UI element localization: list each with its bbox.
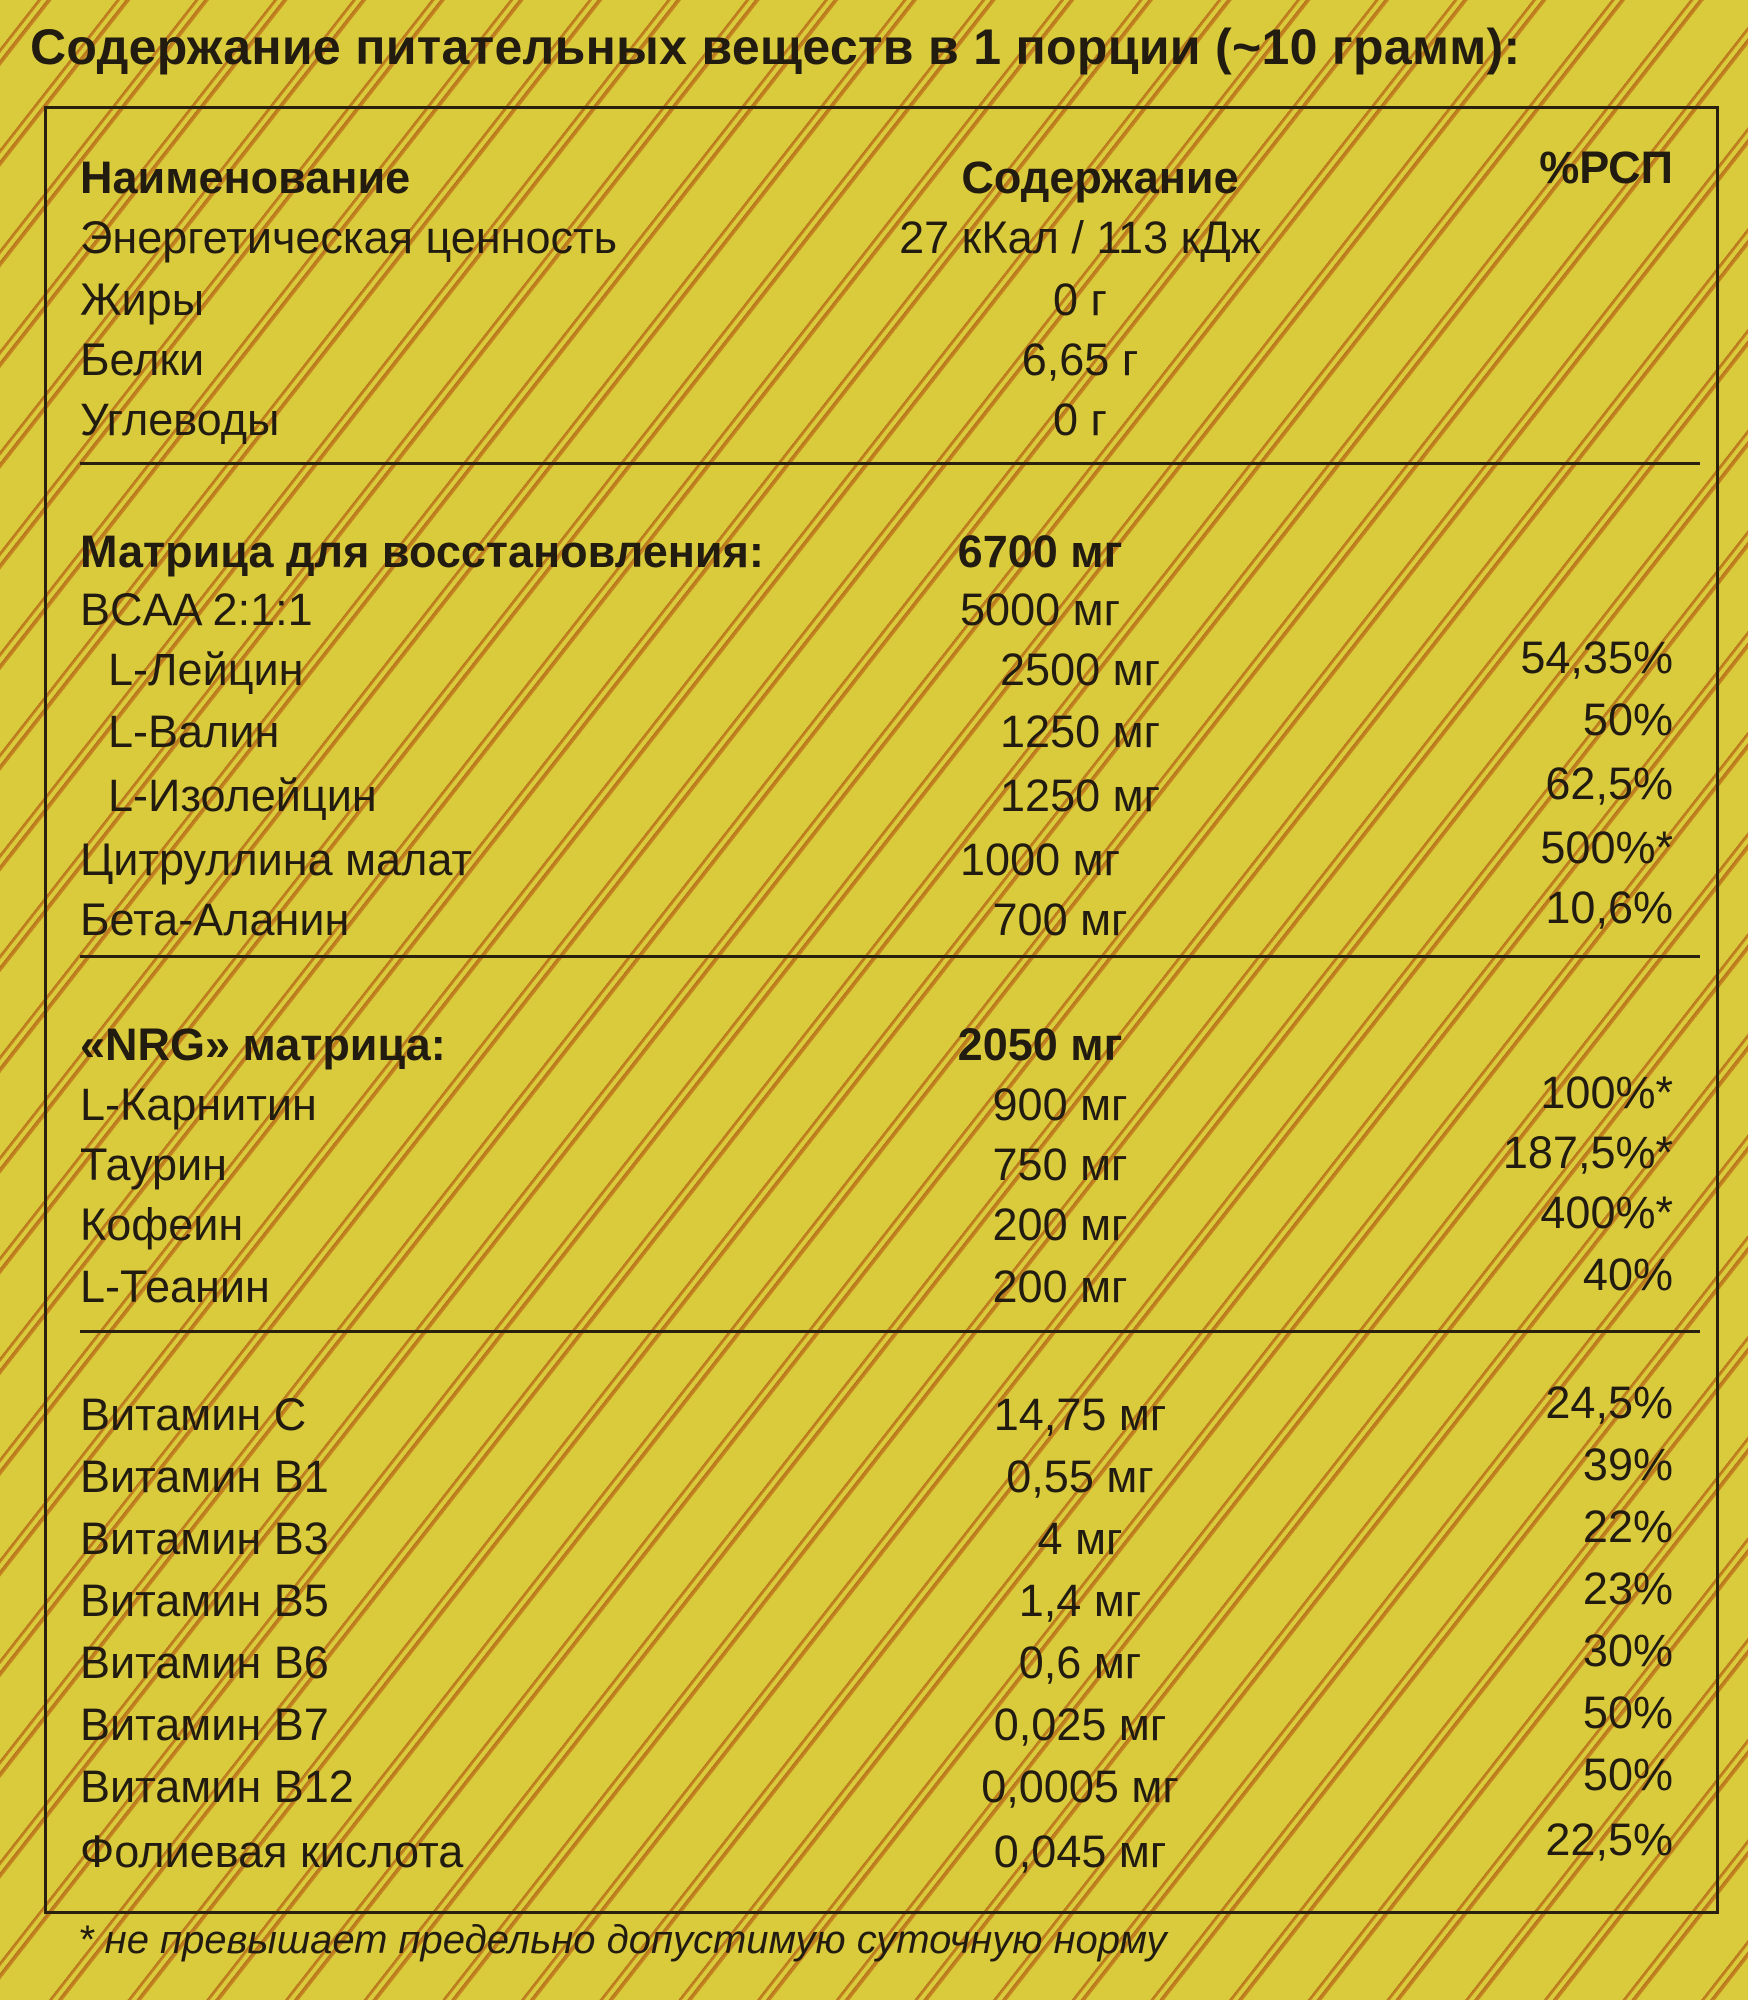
- table-row: [0, 1501, 1748, 1569]
- table-row: [0, 632, 1748, 700]
- header-name: Наименование: [80, 152, 411, 203]
- row-amount: 900 мг: [992, 1079, 1128, 1130]
- row-amount: 0,025 мг: [993, 1699, 1167, 1750]
- row-amount: 27 кКал / 113 кДж: [899, 212, 1261, 263]
- table-row: [0, 1127, 1748, 1195]
- row-rdi: 22,5%: [1545, 1814, 1673, 1865]
- row-name: L-Карнитин: [80, 1079, 317, 1130]
- table-row: [0, 1687, 1748, 1755]
- row-rdi: 100%*: [1540, 1067, 1673, 1118]
- row-name: L-Валин: [108, 706, 280, 757]
- row-name: Витамин В6: [80, 1637, 329, 1688]
- section-divider: [80, 462, 1700, 465]
- section-divider: [80, 955, 1700, 958]
- row-rdi: 54,35%: [1520, 632, 1673, 683]
- table-row: [0, 694, 1748, 762]
- row-name: Витамин В7: [80, 1699, 329, 1750]
- row-rdi: 50%: [1582, 694, 1673, 745]
- row-amount: 750 мг: [992, 1139, 1128, 1190]
- row-name: Фолиевая кислота: [80, 1826, 464, 1877]
- table-header: [0, 142, 1748, 208]
- table-row: [0, 330, 1748, 390]
- header-amount: Содержание: [961, 152, 1239, 203]
- table-row: [0, 1749, 1748, 1817]
- row-amount: 200 мг: [992, 1199, 1128, 1250]
- row-amount: 700 мг: [992, 894, 1128, 945]
- row-amount: 0,55 мг: [1006, 1451, 1154, 1502]
- table-row: [0, 882, 1748, 950]
- section-divider: [80, 1330, 1700, 1333]
- row-rdi: 400%*: [1540, 1187, 1673, 1238]
- row-name: Витамин В1: [80, 1451, 329, 1502]
- row-name: Белки: [80, 334, 205, 385]
- row-amount: 0,6 мг: [1018, 1637, 1142, 1688]
- row-rdi: 23%: [1582, 1563, 1673, 1614]
- row-name: Цитруллина малат: [80, 834, 472, 885]
- row-amount: 5000 мг: [960, 584, 1120, 635]
- row-amount: 1250 мг: [1000, 706, 1160, 757]
- row-name: Бета-Аланин: [80, 894, 350, 945]
- table-row: [0, 1439, 1748, 1507]
- table-row: [0, 822, 1748, 890]
- section-name: Матрица для восстановления:: [80, 526, 764, 577]
- row-rdi: 500%*: [1540, 822, 1673, 873]
- row-rdi: 22%: [1582, 1501, 1673, 1552]
- row-name: BCAA 2:1:1: [80, 584, 313, 635]
- row-rdi: 187,5%*: [1502, 1127, 1673, 1178]
- row-name: L-Теанин: [80, 1261, 270, 1312]
- row-amount: 14,75 мг: [993, 1389, 1167, 1440]
- row-rdi: 50%: [1582, 1749, 1673, 1800]
- row-name: Витамин В5: [80, 1575, 329, 1626]
- table-row: [0, 1563, 1748, 1631]
- row-amount: 4 мг: [1037, 1513, 1123, 1564]
- row-amount: 2500 мг: [1000, 644, 1160, 695]
- footnote: * не превышает предельно допустимую суточную норму: [78, 1918, 1167, 1962]
- table-row: [0, 1187, 1748, 1255]
- header-rdi: %РСП: [1539, 142, 1673, 193]
- nutrition-title: Содержание питательных веществ в 1 порции (~10 грамм):: [30, 19, 1521, 75]
- table-row: [0, 270, 1748, 330]
- row-name: Витамин С: [80, 1389, 307, 1440]
- table-row: [0, 1067, 1748, 1135]
- row-amount: 6,65 г: [1021, 334, 1139, 385]
- table-row: [0, 1625, 1748, 1693]
- row-rdi: 10,6%: [1545, 882, 1673, 933]
- row-rdi: 24,5%: [1545, 1377, 1673, 1428]
- section-heading-nrg: [0, 1015, 1748, 1075]
- row-name: Витамин В3: [80, 1513, 329, 1564]
- row-rdi: 40%: [1582, 1249, 1673, 1300]
- row-name: Энергетическая ценность: [80, 212, 618, 263]
- section-amount: 6700 мг: [957, 526, 1123, 577]
- table-row: [0, 580, 1748, 640]
- table-row: [0, 1249, 1748, 1317]
- row-name: Витамин В12: [80, 1761, 354, 1812]
- row-rdi: 62,5%: [1545, 758, 1673, 809]
- table-row: [0, 758, 1748, 826]
- row-amount: 0 г: [1053, 394, 1107, 445]
- row-name: Таурин: [80, 1139, 227, 1190]
- row-name: Кофеин: [80, 1199, 244, 1250]
- row-amount: 0,0005 мг: [981, 1761, 1179, 1812]
- table-row: [0, 208, 1748, 268]
- row-rdi: 30%: [1582, 1625, 1673, 1676]
- row-amount: 0 г: [1053, 274, 1107, 325]
- row-amount: 0,045 мг: [993, 1826, 1167, 1877]
- section-heading-recovery: [0, 522, 1748, 582]
- row-amount: 200 мг: [992, 1261, 1128, 1312]
- table-row: [0, 390, 1748, 450]
- row-amount: 1000 мг: [960, 834, 1120, 885]
- row-amount: 1250 мг: [1000, 770, 1160, 821]
- section-amount: 2050 мг: [957, 1019, 1123, 1070]
- row-rdi: 50%: [1582, 1687, 1673, 1738]
- row-name: L-Изолейцин: [108, 770, 377, 821]
- row-name: Жиры: [80, 274, 205, 325]
- table-row: [0, 1814, 1748, 1882]
- section-name: «NRG» матрица:: [80, 1019, 446, 1070]
- row-rdi: 39%: [1582, 1439, 1673, 1490]
- row-amount: 1,4 мг: [1018, 1575, 1142, 1626]
- table-row: [0, 1377, 1748, 1445]
- row-name: L-Лейцин: [108, 644, 304, 695]
- row-name: Углеводы: [80, 394, 280, 445]
